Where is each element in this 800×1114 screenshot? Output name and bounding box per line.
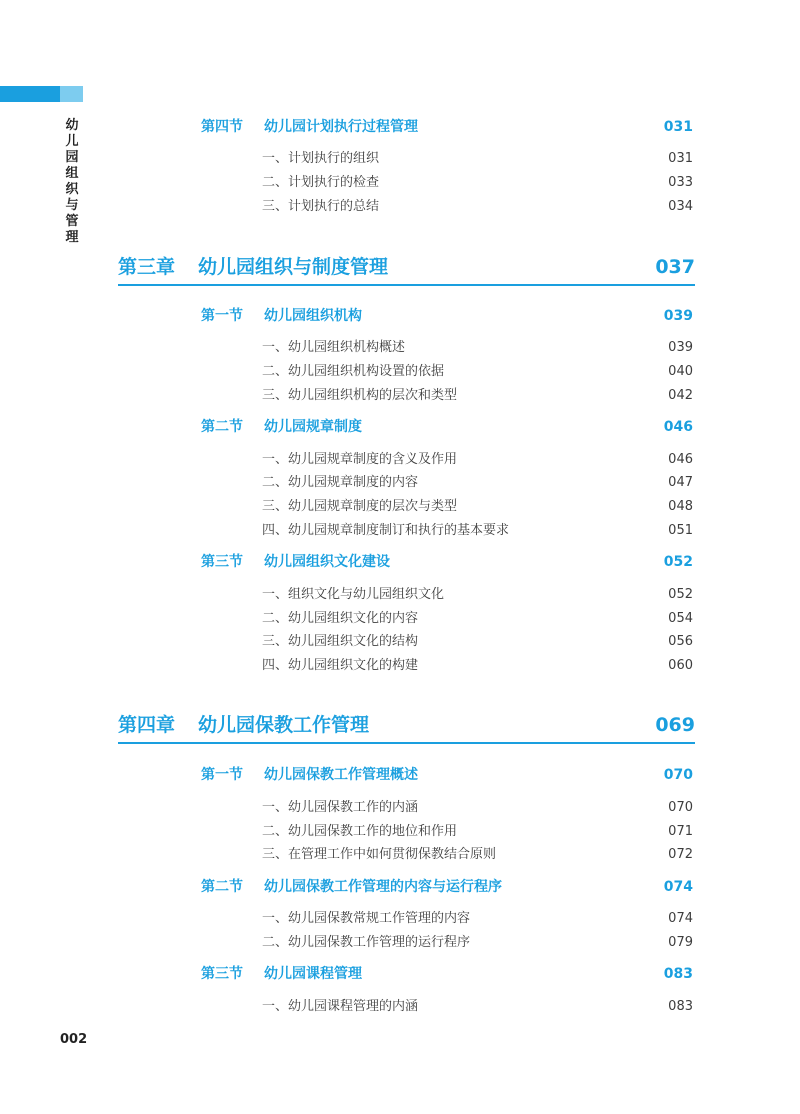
item-title: 三、幼儿园组织机构的层次和类型 [262,388,458,403]
toc-item-row[interactable] [262,654,693,673]
toc-item-row[interactable] [262,995,693,1014]
toc-section-row[interactable] [201,305,693,325]
item-page: 031 [668,151,693,166]
toc-item-row[interactable] [262,820,693,839]
section-title: 幼儿园组织文化建设 [264,554,390,570]
item-page: 074 [668,911,693,926]
item-title: 一、幼儿园课程管理的内涵 [262,999,419,1014]
item-page: 040 [668,364,693,379]
toc-item-row[interactable] [262,360,693,379]
item-page: 056 [668,634,693,649]
item-title: 三、幼儿园规章制度的层次与类型 [262,499,458,514]
item-title: 四、幼儿园规章制度制订和执行的基本要求 [262,523,510,538]
item-page: 034 [668,199,693,214]
item-page: 051 [668,523,693,538]
chapter-page: 069 [655,714,695,736]
section-label: 第三节 [201,554,243,570]
item-title: 三、幼儿园组织文化的结构 [262,634,419,649]
toc-item-row[interactable] [262,931,693,950]
toc-section-row[interactable] [201,963,693,983]
item-title: 一、计划执行的组织 [262,151,380,166]
toc-item-row[interactable] [262,630,693,649]
item-page: 083 [668,999,693,1014]
item-title: 二、计划执行的检查 [262,175,380,190]
item-page: 046 [668,452,693,467]
chapter-label: 第四章 [118,714,176,736]
chapter-title: 幼儿园保教工作管理 [198,714,370,736]
toc-item-row[interactable] [262,336,693,355]
toc-section-row[interactable] [201,116,693,136]
section-title: 幼儿园保教工作管理概述 [264,767,418,783]
section-title: 幼儿园计划执行过程管理 [264,119,418,135]
page-number: 002 [60,1032,88,1047]
section-title: 幼儿园规章制度 [264,419,362,435]
section-label: 第四节 [201,119,243,135]
section-title: 幼儿园组织机构 [264,308,362,324]
toc-chapter-row[interactable] [118,252,695,286]
item-title: 二、幼儿园组织机构设置的依据 [262,364,445,379]
section-page: 083 [663,966,693,982]
item-title: 一、幼儿园保教常规工作管理的内容 [262,911,471,926]
toc-item-row[interactable] [262,471,693,490]
item-title: 二、幼儿园规章制度的内容 [262,475,419,490]
item-title: 一、幼儿园保教工作的内涵 [262,800,419,815]
toc-item-row[interactable] [262,147,693,166]
section-title: 幼儿园保教工作管理的内容与运行程序 [264,879,502,895]
item-title: 三、在管理工作中如何贯彻保教结合原则 [262,847,497,862]
toc-item-row[interactable] [262,448,693,467]
toc-item-row[interactable] [262,907,693,926]
toc-item-row[interactable] [262,583,693,602]
toc-chapter-row[interactable] [118,710,695,744]
toc-section-row[interactable] [201,551,693,571]
section-page: 039 [663,308,693,324]
item-page: 079 [668,935,693,950]
item-page: 042 [668,388,693,403]
section-page: 074 [663,879,693,895]
side-tab-bar-accent [60,86,83,102]
section-page: 046 [663,419,693,435]
chapter-label: 第三章 [118,256,176,278]
item-page: 033 [668,175,693,190]
item-page: 054 [668,611,693,626]
toc-item-row[interactable] [262,796,693,815]
section-page: 052 [663,554,693,570]
chapter-page: 037 [655,256,695,278]
toc-item-row[interactable] [262,519,693,538]
item-title: 一、组织文化与幼儿园组织文化 [262,587,445,602]
toc-item-row[interactable] [262,843,693,862]
section-label: 第一节 [201,308,243,324]
section-title: 幼儿园课程管理 [264,966,362,982]
item-page: 052 [668,587,693,602]
item-page: 070 [668,800,693,815]
item-title: 三、计划执行的总结 [262,199,380,214]
item-page: 048 [668,499,693,514]
chapter-title: 幼儿园组织与制度管理 [198,256,389,278]
section-label: 第二节 [201,879,243,895]
toc-section-row[interactable] [201,876,693,896]
section-page: 031 [663,119,693,135]
section-label: 第一节 [201,767,243,783]
toc-section-row[interactable] [201,416,693,436]
item-title: 二、幼儿园保教工作管理的运行程序 [262,935,471,950]
toc-item-row[interactable] [262,384,693,403]
item-title: 四、幼儿园组织文化的构建 [262,658,419,673]
item-title: 一、幼儿园组织机构概述 [262,340,406,355]
toc-section-row[interactable] [201,764,693,784]
section-label: 第二节 [201,419,243,435]
item-title: 二、幼儿园组织文化的内容 [262,611,419,626]
running-title: 幼儿园组织与管理 [65,118,79,245]
item-page: 071 [668,824,693,839]
item-title: 二、幼儿园保教工作的地位和作用 [262,824,458,839]
toc-item-row[interactable] [262,495,693,514]
toc-item-row[interactable] [262,607,693,626]
section-page: 070 [663,767,693,783]
item-page: 039 [668,340,693,355]
item-page: 072 [668,847,693,862]
item-page: 060 [668,658,693,673]
toc-item-row[interactable] [262,195,693,214]
section-label: 第三节 [201,966,243,982]
toc-item-row[interactable] [262,171,693,190]
side-tab-bar [0,86,60,102]
item-title: 一、幼儿园规章制度的含义及作用 [262,452,458,467]
item-page: 047 [668,475,693,490]
